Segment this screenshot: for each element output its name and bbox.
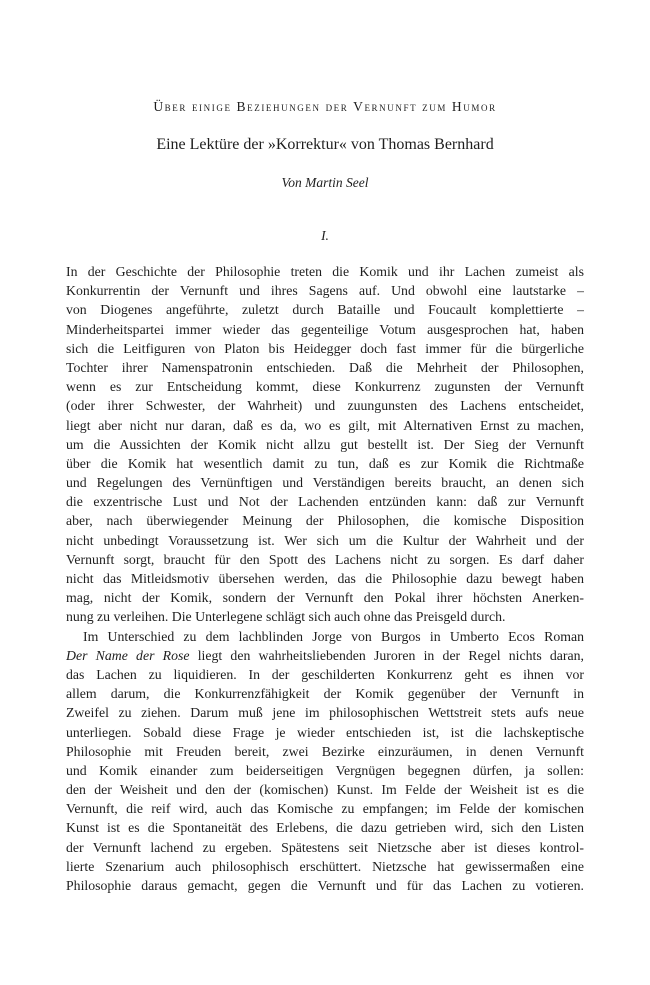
body-line-text: liegt den wahrheitsliebenden Juroren in der Regel nichts daran,	[189, 647, 584, 663]
body-line: allem darum, die Konkurrenzfähigkeit der Komik gegenüber der Vernunft in	[66, 686, 584, 702]
body-line: nicht unbedingt Voraussetzung ist. Wer sich um die Kultur der Wahrheit und der	[66, 532, 584, 548]
book-title: Der Name der Rose	[66, 647, 190, 663]
body-line: Kunst ist es die Spontaneität des Erlebens, die dazu getrieben wird, sich den Listen	[66, 820, 584, 836]
paragraph-1	[66, 262, 584, 627]
article-subtitle: Eine Lektüre der »Korrektur« von Thomas Bernhard	[156, 136, 494, 153]
body-line: und Regelungen des Vernünftigen und Verständigen bereits braucht, an denen sich	[66, 475, 584, 491]
body-line: lierte Szenarium auch philosophisch erschüttert. Nietzsche hat gewissermaßen eine	[66, 858, 584, 874]
article-title: Über einige Beziehungen der Vernunft zum Humor	[153, 99, 497, 114]
article-body	[66, 262, 584, 895]
body-line: aber, nach überwiegender Meinung der Philosophen, die komische Disposition	[66, 513, 584, 529]
body-line: Zweifel zu ziehen. Darum muß jene im philosophischen Wettstreit stets aufs neue	[66, 705, 584, 721]
body-line: der Vernunft lachend zu ergeben. Spätestens seit Nietzsche aber ist dieses kontrol-	[66, 839, 584, 855]
body-line: In der Geschichte der Philosophie treten die Komik und ihr Lachen zumeist als	[66, 264, 584, 279]
body-line: nicht das Mitleidsmotiv übersehen werden, das die Philosophie dazu bewegt haben	[66, 571, 584, 586]
body-line: nung zu verleihen. Die Unterlegene schlägt sich auch ohne das Preisgeld durch.	[66, 609, 506, 625]
body-line: den der Weisheit und den der (komischen) Kunst. Im Felde der Weisheit ist es die	[66, 782, 584, 798]
body-line: Konkurrentin der Vernunft und ihres Sagens auf. Und obwohl eine lautstarke –	[66, 283, 584, 299]
body-line: wenn es zur Entscheidung kommt, diese Konkurrenz zugunsten der Vernunft	[66, 379, 584, 395]
section-heading: I.	[321, 228, 329, 243]
book-page	[66, 0, 584, 985]
body-line: um die Aussichten der Komik nicht allzu gut bestellt ist. Der Sieg der Vernunft	[66, 436, 584, 452]
body-line: liegt aber nicht nur daran, daß es da, wo es gilt, mit Alternativen Ernst zu machen,	[66, 417, 584, 433]
body-line: über die Komik hat wesentlich damit zu tun, daß es zur Komik die Richtmaße	[66, 455, 584, 471]
body-line	[66, 646, 584, 665]
body-line: Vernunft, die reif wird, auch das Komische zu empfangen; im Felde der komischen	[66, 801, 584, 817]
body-line: (oder ihrer Schwester, der Wahrheit) und zuungunsten des Lachens entscheidet,	[66, 398, 584, 414]
body-line: mag, nicht der Komik, sondern der Vernunft den Pokal ihrer höchsten Anerken-	[66, 590, 584, 606]
body-line: von Diogenes angeführte, zuletzt durch Bataille und Foucault komplettierte –	[66, 302, 584, 318]
body-line: Im Unterschied zu dem lachblinden Jorge von Burgos in Umberto Ecos Roman	[83, 628, 584, 644]
article-author: Von Martin Seel	[281, 175, 369, 190]
body-line: sich die Leitfiguren von Platon bis Heidegger doch fast immer für die bürgerliche	[66, 340, 584, 356]
body-line: Tochter ihrer Namenspatronin entschieden. Daß die Mehrheit der Philosophen,	[66, 359, 584, 375]
body-line: Minderheitspartei immer wieder das gegenteilige Votum ausgesprochen hat, haben	[66, 321, 584, 337]
body-line: Vernunft sorgt, braucht für den Spott des Lachens nicht zu sorgen. Es darf daher	[66, 551, 584, 567]
paragraph-2	[66, 627, 584, 896]
body-line: das Lachen zu liquidieren. In der geschilderten Konkurrenz geht es ihnen vor	[66, 666, 584, 682]
body-line: die exzentrische Lust und Not der Lachenden entzünden kann: daß zur Vernunft	[66, 494, 584, 510]
paragraph-2-lines	[66, 665, 584, 895]
body-line: Philosophie mit Freuden bereit, zwei Bezirke einzuräumen, in denen Vernunft	[66, 743, 584, 759]
body-line: unterliegen. Sobald diese Frage je wieder entschieden ist, ist die lachskeptische	[66, 724, 584, 740]
body-line: Philosophie daraus gemacht, gegen die Vernunft und für das Lachen zu votieren.	[66, 878, 584, 893]
body-line: und Komik einander zum beiderseitigen Vergnügen begegnen dürfen, ja sollen:	[66, 762, 584, 778]
